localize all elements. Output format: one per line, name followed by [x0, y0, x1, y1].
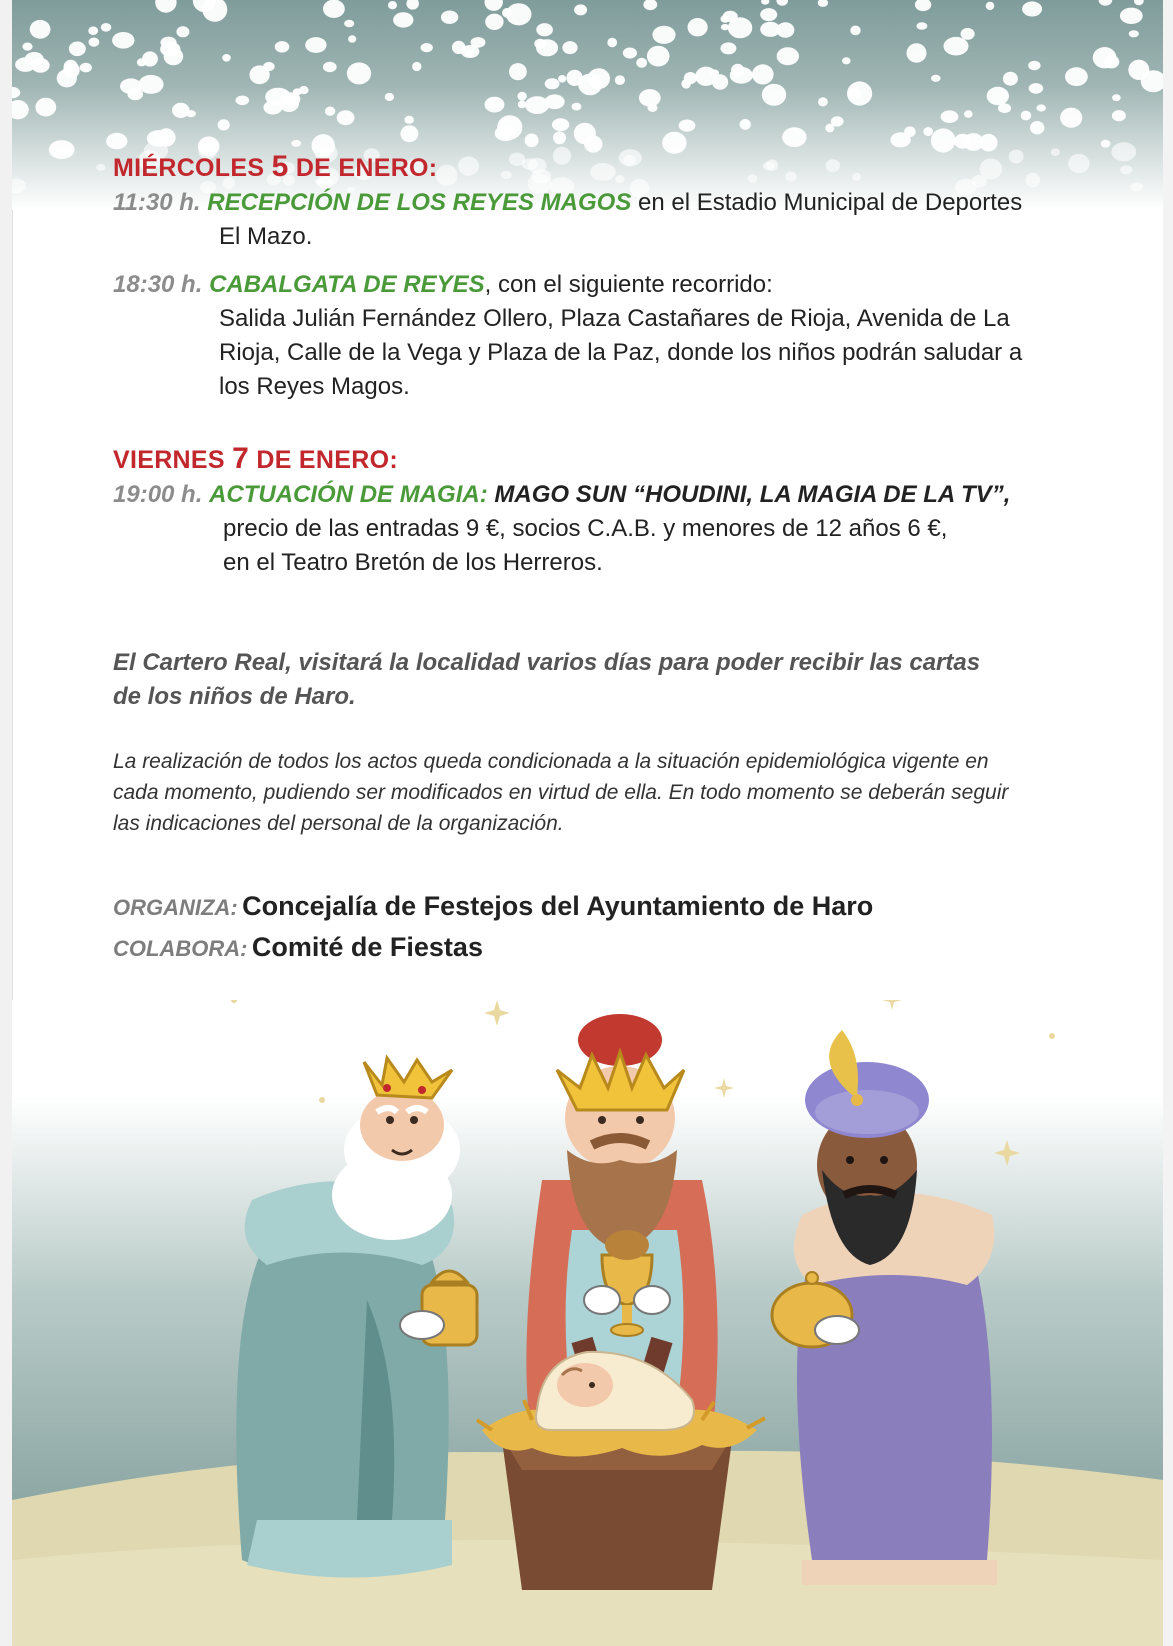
three-kings-illustration	[12, 1000, 1163, 1646]
route-line-2: Rioja, Calle de la Vega y Plaza de la Paz, donde los niños podrán saludar a	[219, 339, 1023, 366]
event-description-cont: El Mazo.	[219, 223, 313, 250]
event-title: RECEPCIÓN DE LOS REYES MAGOS	[207, 189, 632, 216]
event-magic	[113, 478, 1093, 512]
venue: en el Teatro Bretón de los Herreros.	[223, 549, 603, 576]
ticket-prices: precio de las entradas 9 €, socios C.A.B. y menores de 12 años 6 €,	[223, 515, 948, 542]
day-number: 5	[271, 150, 289, 183]
event-title: CABALGATA DE REYES	[209, 271, 485, 298]
route-line-3: los Reyes Magos.	[219, 373, 410, 400]
event-description: en el Estadio Municipal de Deportes	[631, 189, 1023, 216]
organiza-row	[113, 891, 1093, 922]
event-description: , con el siguiente recorrido:	[484, 271, 773, 298]
credits	[113, 891, 1093, 963]
day-heading-wednesday	[113, 150, 1093, 184]
event-time: 18:30 h.	[113, 271, 203, 298]
day-prefix: VIERNES	[113, 446, 233, 474]
page-right-edge	[1163, 0, 1173, 1646]
colabora-label: COLABORA:	[113, 936, 248, 961]
colabora-row	[113, 932, 1093, 963]
program-content	[113, 150, 1093, 963]
route-line-1: Salida Julián Fernández Ollero, Plaza Castañares de Rioja, Avenida de La	[219, 305, 1010, 332]
cartero-announcement	[113, 646, 1093, 714]
notice-line-3: las indicaciones del personal de la organización.	[113, 812, 564, 835]
cartero-line-2: de los niños de Haro.	[113, 683, 356, 710]
event-reception	[113, 186, 1093, 220]
event-time: 19:00 h.	[113, 481, 203, 508]
show-title: MAGO SUN “HOUDINI, LA MAGIA DE LA TV”,	[487, 481, 1011, 508]
covid-notice	[113, 746, 1093, 839]
organiza-value: Concejalía de Festejos del Ayuntamiento de Haro	[242, 891, 874, 921]
cartero-line-1: El Cartero Real, visitará la localidad varios días para poder recibir las cartas	[113, 649, 981, 676]
day-suffix: DE ENERO:	[288, 154, 438, 182]
day-number: 7	[232, 442, 250, 475]
notice-line-1: La realización de todos los actos queda condicionada a la situación epidemiológica vigente en	[113, 750, 989, 773]
day-heading-friday	[113, 442, 1093, 476]
event-cabalgata	[113, 268, 1093, 302]
colabora-value: Comité de Fiestas	[251, 932, 483, 962]
notice-line-2: cada momento, pudiendo ser modificados en virtud de ella. En todo momento se deberán seguir	[113, 781, 1009, 804]
event-title: ACTUACIÓN DE MAGIA:	[209, 481, 488, 508]
event-time: 11:30 h.	[113, 189, 201, 216]
organiza-label: ORGANIZA:	[113, 895, 238, 920]
day-prefix: MIÉRCOLES	[113, 154, 272, 182]
day-suffix: DE ENERO:	[249, 446, 398, 474]
